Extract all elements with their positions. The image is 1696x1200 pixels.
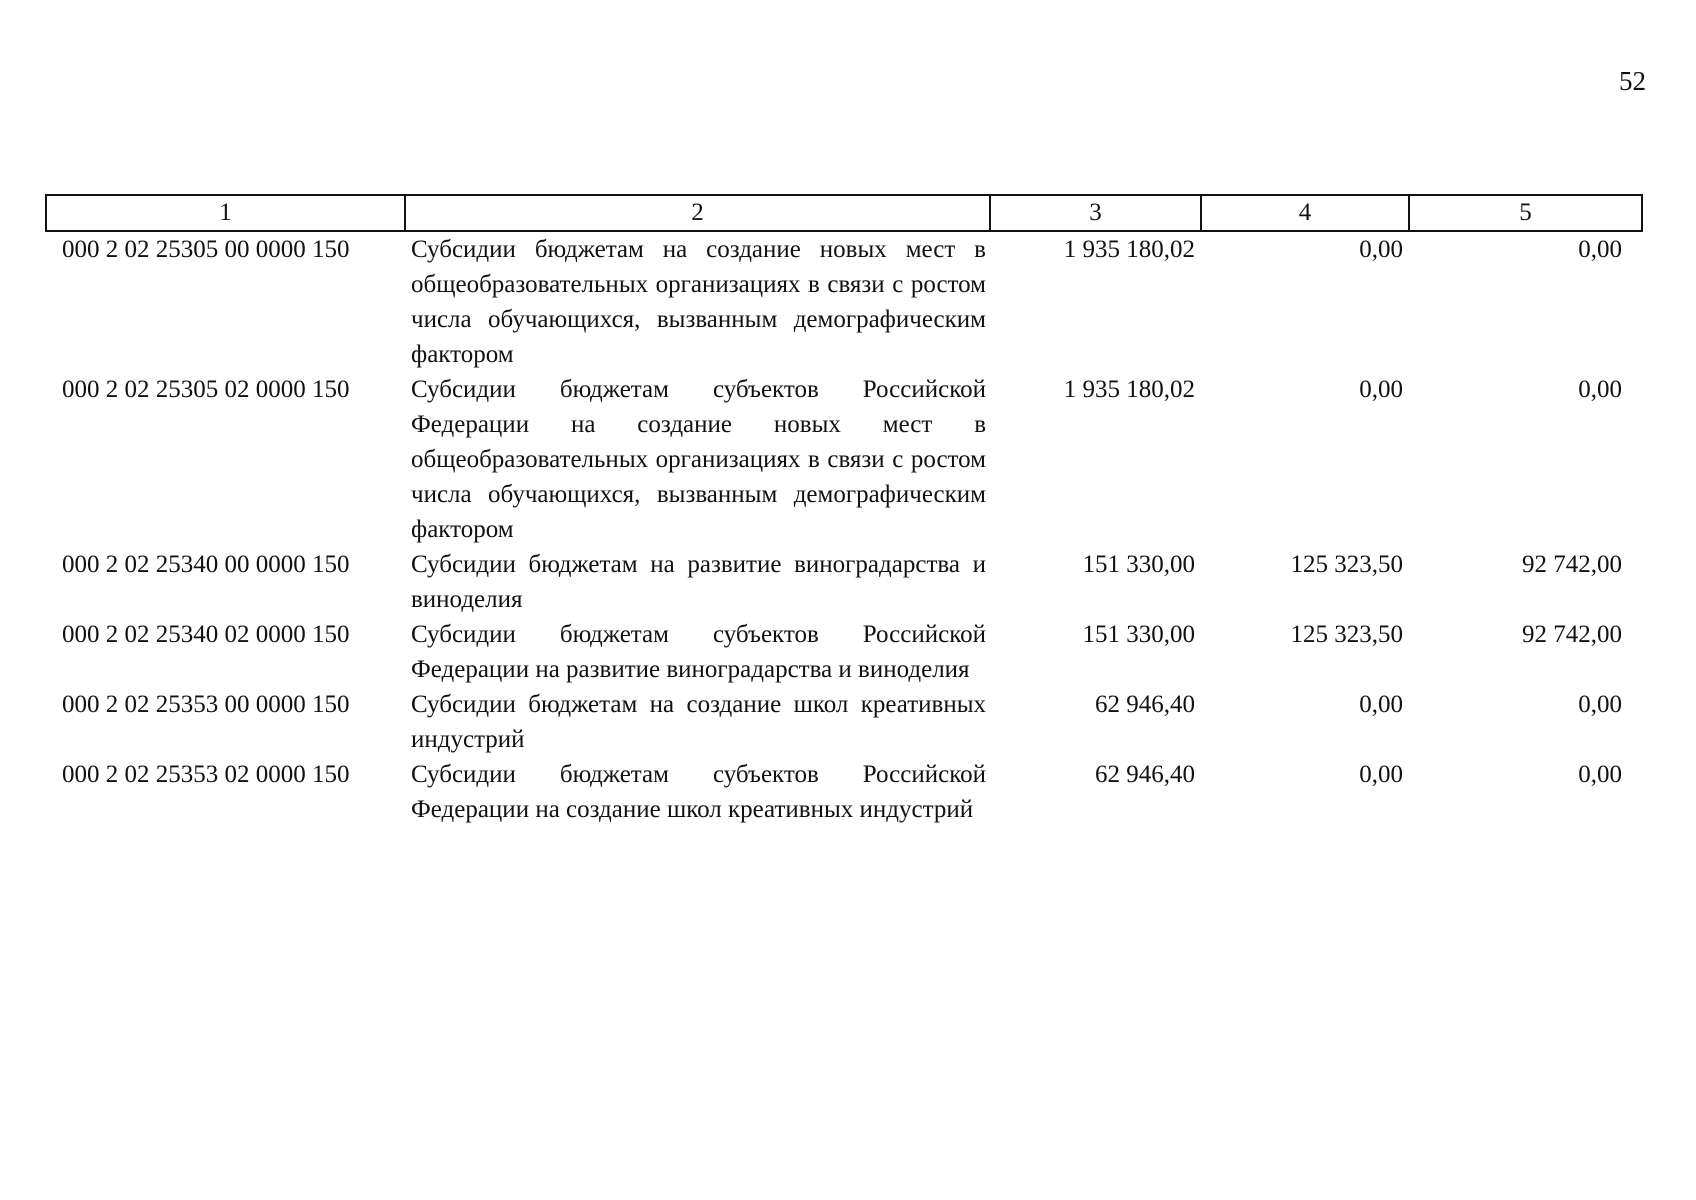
budget-table	[45, 194, 1643, 827]
row-code: 000 2 02 25353 00 0000 150	[62, 691, 350, 718]
row-value-col5: 92 742,00	[1522, 621, 1622, 648]
row-value-col5: 0,00	[1578, 761, 1622, 788]
column-header-4: 4	[1201, 195, 1409, 231]
row-description: Субсидии бюджетам субъектов Российской Федерации на развитие виноградарства и виноделия	[411, 621, 986, 683]
row-value-col3: 62 946,40	[1095, 761, 1195, 788]
row-description: Субсидии бюджетам на развитие виноградарства и виноделия	[411, 551, 986, 613]
header-row	[46, 195, 1642, 231]
row-value-col5: 92 742,00	[1522, 551, 1622, 578]
row-value-col5: 0,00	[1578, 691, 1622, 718]
row-code: 000 2 02 25305 00 0000 150	[62, 236, 350, 263]
row-value-col4: 0,00	[1359, 376, 1403, 403]
table-header	[46, 195, 1642, 231]
row-value-col3: 1 935 180,02	[1063, 236, 1195, 263]
row-value-col4: 0,00	[1359, 761, 1403, 788]
row-value-col3: 151 330,00	[1082, 551, 1195, 578]
column-header-3: 3	[990, 195, 1201, 231]
row-code: 000 2 02 25340 02 0000 150	[62, 621, 350, 648]
row-value-col5: 0,00	[1578, 376, 1622, 403]
row-code: 000 2 02 25305 02 0000 150	[62, 376, 350, 403]
row-value-col4: 125 323,50	[1290, 621, 1403, 648]
row-value-col3: 62 946,40	[1095, 691, 1195, 718]
row-description: Субсидии бюджетам на создание школ креативных индустрий	[411, 691, 986, 753]
page-number: 52	[1619, 66, 1646, 96]
column-header-2: 2	[405, 195, 990, 231]
table-row	[46, 617, 1642, 687]
column-header-5: 5	[1409, 195, 1642, 231]
row-value-col3: 151 330,00	[1082, 621, 1195, 648]
row-value-col5: 0,00	[1578, 236, 1622, 263]
table-row	[46, 757, 1642, 827]
row-description: Субсидии бюджетам субъектов Российской Федерации на создание школ креативных индустрий	[411, 761, 986, 823]
table-row	[46, 547, 1642, 617]
column-header-1: 1	[46, 195, 405, 231]
row-description: Субсидии бюджетам субъектов Российской Федерации на создание новых мест в общеобразовательных организациях в связи с ростом числа обучающихся, вызванным демографическим фактором	[411, 376, 986, 543]
row-code: 000 2 02 25353 02 0000 150	[62, 761, 350, 788]
table-body	[46, 231, 1642, 827]
row-value-col4: 125 323,50	[1290, 551, 1403, 578]
row-value-col4: 0,00	[1359, 236, 1403, 263]
row-value-col3: 1 935 180,02	[1063, 376, 1195, 403]
table-row	[46, 231, 1642, 372]
row-description: Субсидии бюджетам на создание новых мест в общеобразовательных организациях в связи с ростом числа обучающихся, вызванным демографическим фактором	[411, 236, 986, 368]
table-row	[46, 372, 1642, 547]
row-value-col4: 0,00	[1359, 691, 1403, 718]
row-code: 000 2 02 25340 00 0000 150	[62, 551, 350, 578]
table-row	[46, 687, 1642, 757]
